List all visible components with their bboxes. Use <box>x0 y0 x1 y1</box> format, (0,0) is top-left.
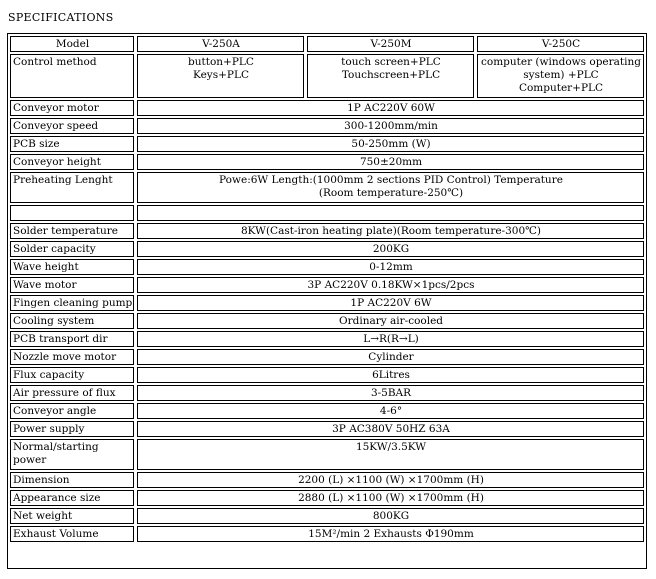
table-row <box>10 403 644 419</box>
table-row <box>10 277 644 293</box>
solder-capacity-value: 200KG <box>137 241 644 257</box>
table-row <box>10 259 644 275</box>
page-title: SPECIFICATIONS <box>8 11 114 24</box>
flux-capacity-label: Flux capacity <box>10 367 134 383</box>
conveyor-speed-label: Conveyor speed <box>10 118 134 134</box>
control-v250m-line2: Touchscreen+PLC <box>341 69 441 81</box>
air-pressure-label: Air pressure of flux <box>10 385 134 401</box>
flux-capacity-value: 6Litres <box>137 367 644 383</box>
preheating-value-line2: (Room temperature-250℃) <box>318 187 464 199</box>
normal-power-label-line1: Normal/starting <box>13 441 99 453</box>
table-row <box>10 490 644 506</box>
model-v250c: V-250C <box>477 36 644 52</box>
wave-motor-value: 3P AC220V 0.18KW×1pcs/2pcs <box>137 277 644 293</box>
conveyor-motor-value: 1P AC220V 60W <box>137 100 644 116</box>
table-row <box>10 241 644 257</box>
control-v250c-line3: Computer+PLC <box>518 82 604 94</box>
table-row <box>10 385 644 401</box>
table-row <box>10 136 644 152</box>
table-row <box>10 118 644 134</box>
normal-power-value: 15KW/3.5KW <box>137 439 644 470</box>
table-row <box>10 100 644 116</box>
table-row <box>10 526 644 542</box>
pcb-size-label: PCB size <box>10 136 134 152</box>
control-v250a-line2: Keys+PLC <box>193 69 249 81</box>
preheating-label: Preheating Lenght <box>10 172 134 203</box>
fingen-pump-label: Fingen cleaning pump <box>10 295 134 311</box>
nozzle-motor-label: Nozzle move motor <box>10 349 134 365</box>
dimension-label: Dimension <box>10 472 134 488</box>
spec-table <box>10 36 644 542</box>
wave-height-label: Wave height <box>10 259 134 275</box>
control-v250c-line2: system) +PLC <box>523 69 599 81</box>
conveyor-motor-label: Conveyor motor <box>10 100 134 116</box>
table-row <box>10 439 644 470</box>
table-row <box>10 508 644 524</box>
net-weight-label: Net weight <box>10 508 134 524</box>
table-row-model <box>10 36 644 52</box>
solder-capacity-label: Solder capacity <box>10 241 134 257</box>
wave-motor-label: Wave motor <box>10 277 134 293</box>
cooling-value: Ordinary air-cooled <box>137 313 644 329</box>
pcb-transport-value: L→R(R→L) <box>137 331 644 347</box>
table-row-control-method <box>10 54 644 98</box>
table-row <box>10 295 644 311</box>
table-row <box>10 367 644 383</box>
power-supply-label: Power supply <box>10 421 134 437</box>
control-v250a-line1: button+PLC <box>188 56 254 68</box>
normal-power-label-line2: power <box>13 454 47 466</box>
model-label: Model <box>10 36 134 52</box>
power-supply-value: 3P AC380V 50HZ 63A <box>137 421 644 437</box>
conveyor-angle-value: 4-6° <box>137 403 644 419</box>
control-v250c-line1: computer (windows operating <box>481 56 641 68</box>
exhaust-value: 15M²/min 2 Exhausts Φ190mm <box>137 526 644 542</box>
pcb-size-value: 50-250mm (W) <box>137 136 644 152</box>
fingen-pump-value: 1P AC220V 6W <box>137 295 644 311</box>
table-row-blank <box>10 205 644 221</box>
control-v250m <box>307 54 474 98</box>
control-v250c <box>477 54 644 98</box>
conveyor-speed-value: 300-1200mm/min <box>137 118 644 134</box>
table-row <box>10 154 644 170</box>
air-pressure-value: 3-5BAR <box>137 385 644 401</box>
solder-temperature-value: 8KW(Cast-iron heating plate)(Room temperature-300℃) <box>137 223 644 239</box>
normal-power-label <box>10 439 134 470</box>
pcb-transport-label: PCB transport dir <box>10 331 134 347</box>
preheating-value <box>137 172 644 203</box>
net-weight-value: 800KG <box>137 508 644 524</box>
conveyor-height-label: Conveyor height <box>10 154 134 170</box>
table-row <box>10 331 644 347</box>
table-row <box>10 349 644 365</box>
table-row <box>10 472 644 488</box>
conveyor-angle-label: Conveyor angle <box>10 403 134 419</box>
appearance-value: 2880 (L) ×1100 (W) ×1700mm (H) <box>137 490 644 506</box>
solder-temperature-label: Solder temperature <box>10 223 134 239</box>
model-v250m: V-250M <box>307 36 474 52</box>
dimension-value: 2200 (L) ×1100 (W) ×1700mm (H) <box>137 472 644 488</box>
table-row <box>10 313 644 329</box>
appearance-label: Appearance size <box>10 490 134 506</box>
control-v250a <box>137 54 304 98</box>
conveyor-height-value: 750±20mm <box>137 154 644 170</box>
table-row <box>10 172 644 203</box>
table-row <box>10 421 644 437</box>
cooling-label: Cooling system <box>10 313 134 329</box>
nozzle-motor-value: Cylinder <box>137 349 644 365</box>
model-v250a: V-250A <box>137 36 304 52</box>
blank-label <box>10 205 134 221</box>
blank-value <box>137 205 644 221</box>
wave-height-value: 0-12mm <box>137 259 644 275</box>
table-row <box>10 223 644 239</box>
control-v250m-line1: touch screen+PLC <box>341 56 441 68</box>
exhaust-label: Exhaust Volume <box>10 526 134 542</box>
preheating-value-line1: Powe:6W Length:(1000mm 2 sections PID Control) Temperature <box>219 174 563 186</box>
control-method-label: Control method <box>10 54 134 98</box>
